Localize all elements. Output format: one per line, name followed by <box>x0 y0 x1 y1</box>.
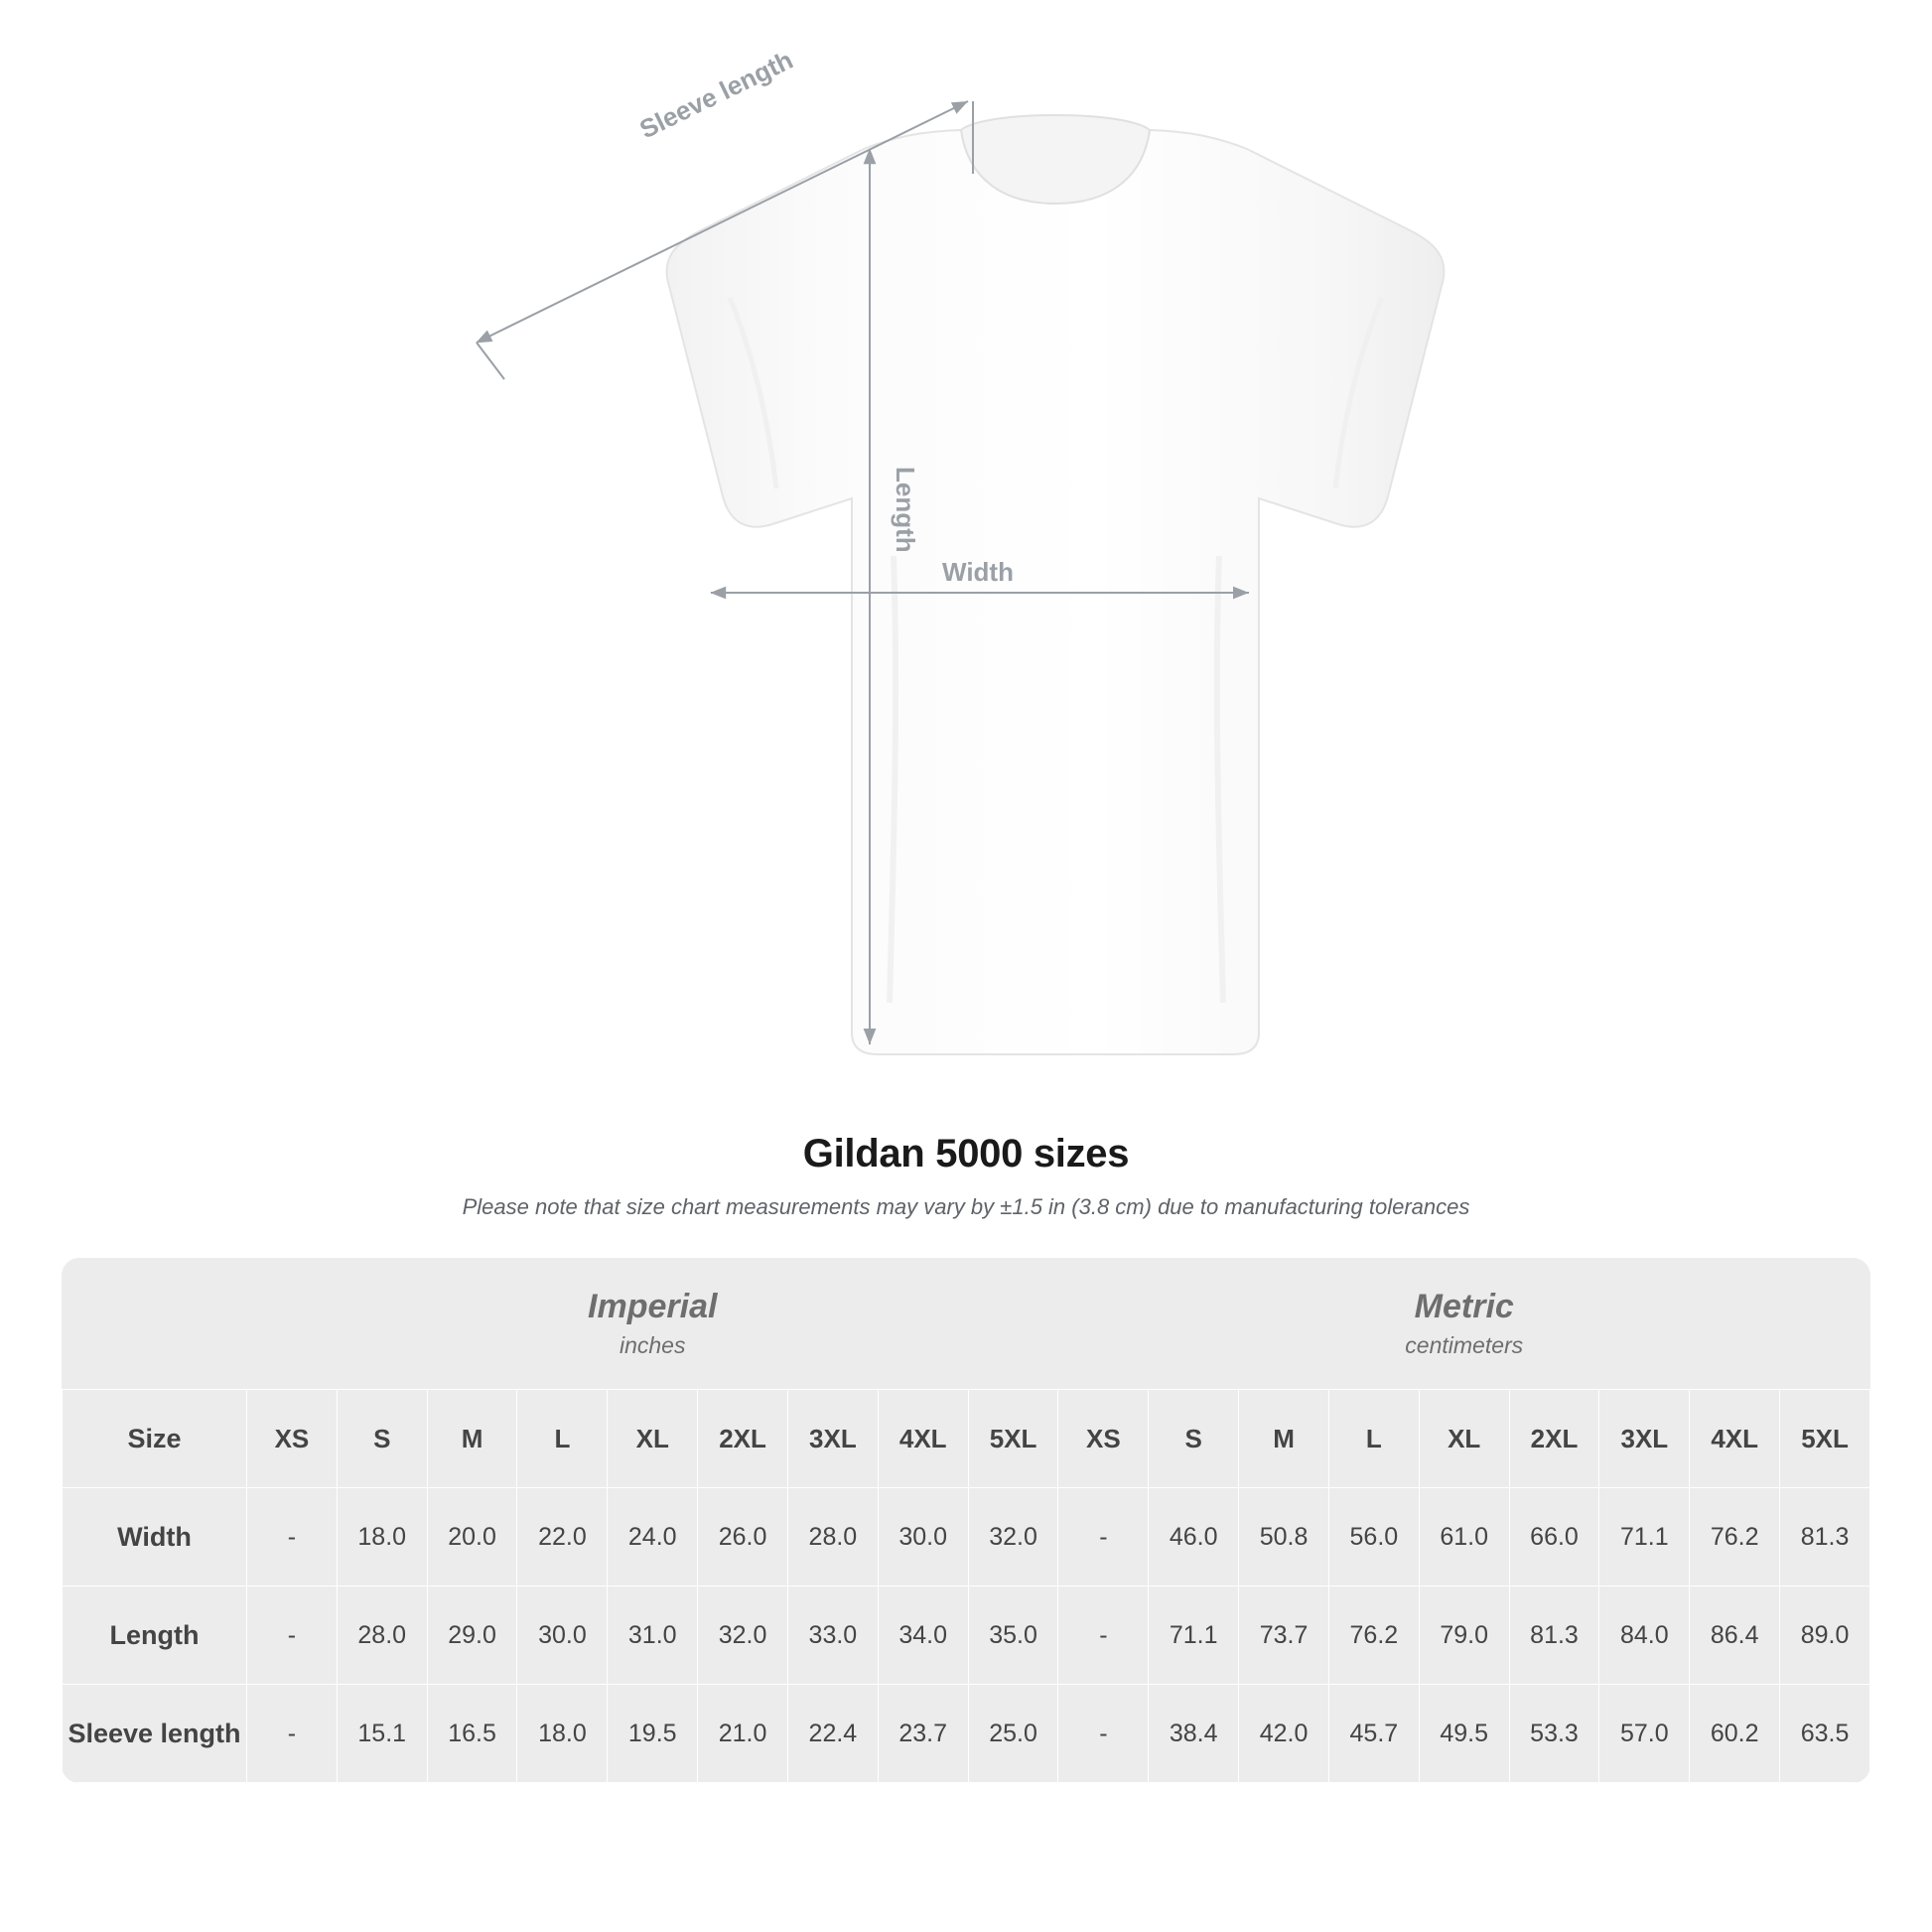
width-label: Width <box>942 557 1014 587</box>
size-table-wrapper <box>62 1258 1870 1783</box>
size-header-cell: 5XL <box>968 1390 1058 1488</box>
size-header-cell: L <box>1328 1390 1419 1488</box>
cell-length-metric: 71.1 <box>1149 1587 1239 1685</box>
size-header-label: Size <box>63 1390 247 1488</box>
cell-length-imperial: 34.0 <box>878 1587 968 1685</box>
cell-length-imperial: 30.0 <box>517 1587 608 1685</box>
cell-sleeve-metric: 45.7 <box>1328 1685 1419 1783</box>
row-label-length: Length <box>63 1587 247 1685</box>
cell-width-imperial: 26.0 <box>698 1488 788 1587</box>
cell-length-metric: 81.3 <box>1509 1587 1599 1685</box>
size-header-cell: 4XL <box>878 1390 968 1488</box>
table-row <box>63 1488 1870 1587</box>
cell-length-metric: - <box>1058 1587 1149 1685</box>
cell-sleeve-metric: 60.2 <box>1690 1685 1780 1783</box>
cell-sleeve-metric: - <box>1058 1685 1149 1783</box>
cell-width-metric: 61.0 <box>1419 1488 1509 1587</box>
size-header-cell: XL <box>1419 1390 1509 1488</box>
cell-sleeve-imperial: 23.7 <box>878 1685 968 1783</box>
cell-sleeve-imperial: 25.0 <box>968 1685 1058 1783</box>
unit-group-metric-name: Metric <box>1414 1288 1514 1325</box>
cell-width-metric: 56.0 <box>1328 1488 1419 1587</box>
row-label-sleeve-length: Sleeve length <box>63 1685 247 1783</box>
cell-width-imperial: - <box>247 1488 338 1587</box>
size-table <box>62 1258 1870 1783</box>
sleeve-length-label: Sleeve length <box>634 44 798 145</box>
cell-width-metric: 71.1 <box>1599 1488 1690 1587</box>
size-header-cell: 3XL <box>1599 1390 1690 1488</box>
size-header-cell: 2XL <box>698 1390 788 1488</box>
cell-length-metric: 79.0 <box>1419 1587 1509 1685</box>
cell-width-imperial: 32.0 <box>968 1488 1058 1587</box>
cell-sleeve-metric: 38.4 <box>1149 1685 1239 1783</box>
page-title: Gildan 5000 sizes <box>802 1132 1130 1175</box>
cell-sleeve-metric: 42.0 <box>1239 1685 1329 1783</box>
row-label-width: Width <box>63 1488 247 1587</box>
size-header-cell: S <box>1149 1390 1239 1488</box>
unit-header-row <box>63 1258 1870 1390</box>
cell-sleeve-imperial: 15.1 <box>337 1685 427 1783</box>
tshirt-graphic <box>667 115 1445 1054</box>
cell-width-metric: 76.2 <box>1690 1488 1780 1587</box>
unit-group-imperial-sub: inches <box>619 1332 686 1358</box>
cell-width-imperial: 30.0 <box>878 1488 968 1587</box>
cell-length-imperial: 29.0 <box>427 1587 517 1685</box>
tolerance-note: Please note that size chart measurements may vary by ±1.5 in (3.8 cm) due to manufacturing tolerances <box>462 1194 1470 1219</box>
cell-width-metric: 50.8 <box>1239 1488 1329 1587</box>
cell-width-metric: 46.0 <box>1149 1488 1239 1587</box>
cell-sleeve-imperial: 21.0 <box>698 1685 788 1783</box>
cell-length-imperial: 31.0 <box>608 1587 698 1685</box>
cell-sleeve-imperial: 18.0 <box>517 1685 608 1783</box>
size-header-cell: L <box>517 1390 608 1488</box>
cell-width-metric: - <box>1058 1488 1149 1587</box>
cell-length-imperial: 28.0 <box>337 1587 427 1685</box>
title-block <box>0 1132 1932 1220</box>
cell-sleeve-metric: 57.0 <box>1599 1685 1690 1783</box>
table-row <box>63 1587 1870 1685</box>
size-header-cell: XS <box>1058 1390 1149 1488</box>
table-row <box>63 1685 1870 1783</box>
cell-width-metric: 81.3 <box>1780 1488 1870 1587</box>
cell-length-metric: 89.0 <box>1780 1587 1870 1685</box>
cell-width-imperial: 22.0 <box>517 1488 608 1587</box>
unit-group-metric <box>1058 1258 1870 1390</box>
cell-sleeve-metric: 53.3 <box>1509 1685 1599 1783</box>
cell-width-imperial: 20.0 <box>427 1488 517 1587</box>
unit-group-metric-sub: centimeters <box>1405 1332 1524 1358</box>
size-header-cell: XS <box>247 1390 338 1488</box>
cell-length-metric: 73.7 <box>1239 1587 1329 1685</box>
cell-width-imperial: 28.0 <box>787 1488 878 1587</box>
cell-width-imperial: 18.0 <box>337 1488 427 1587</box>
cell-length-imperial: 32.0 <box>698 1587 788 1685</box>
cell-sleeve-imperial: 19.5 <box>608 1685 698 1783</box>
cell-sleeve-imperial: 22.4 <box>787 1685 878 1783</box>
cell-sleeve-metric: 49.5 <box>1419 1685 1509 1783</box>
size-header-cell: 3XL <box>787 1390 878 1488</box>
cell-width-metric: 66.0 <box>1509 1488 1599 1587</box>
cell-width-imperial: 24.0 <box>608 1488 698 1587</box>
cell-length-metric: 76.2 <box>1328 1587 1419 1685</box>
cell-sleeve-imperial: 16.5 <box>427 1685 517 1783</box>
size-header-cell: 2XL <box>1509 1390 1599 1488</box>
cell-length-imperial: - <box>247 1587 338 1685</box>
cell-length-metric: 84.0 <box>1599 1587 1690 1685</box>
unit-group-imperial-name: Imperial <box>588 1288 718 1325</box>
cell-length-metric: 86.4 <box>1690 1587 1780 1685</box>
cell-sleeve-imperial: - <box>247 1685 338 1783</box>
size-header-cell: XL <box>608 1390 698 1488</box>
length-label: Length <box>891 467 920 553</box>
size-header-cell: 4XL <box>1690 1390 1780 1488</box>
cell-length-imperial: 33.0 <box>787 1587 878 1685</box>
cell-sleeve-metric: 63.5 <box>1780 1685 1870 1783</box>
table-corner <box>63 1258 247 1390</box>
size-header-cell: M <box>427 1390 517 1488</box>
cell-length-imperial: 35.0 <box>968 1587 1058 1685</box>
size-header-cell: 5XL <box>1780 1390 1870 1488</box>
unit-group-imperial <box>247 1258 1058 1390</box>
size-header-cell: M <box>1239 1390 1329 1488</box>
size-header-cell: S <box>337 1390 427 1488</box>
size-header-row <box>63 1390 1870 1488</box>
